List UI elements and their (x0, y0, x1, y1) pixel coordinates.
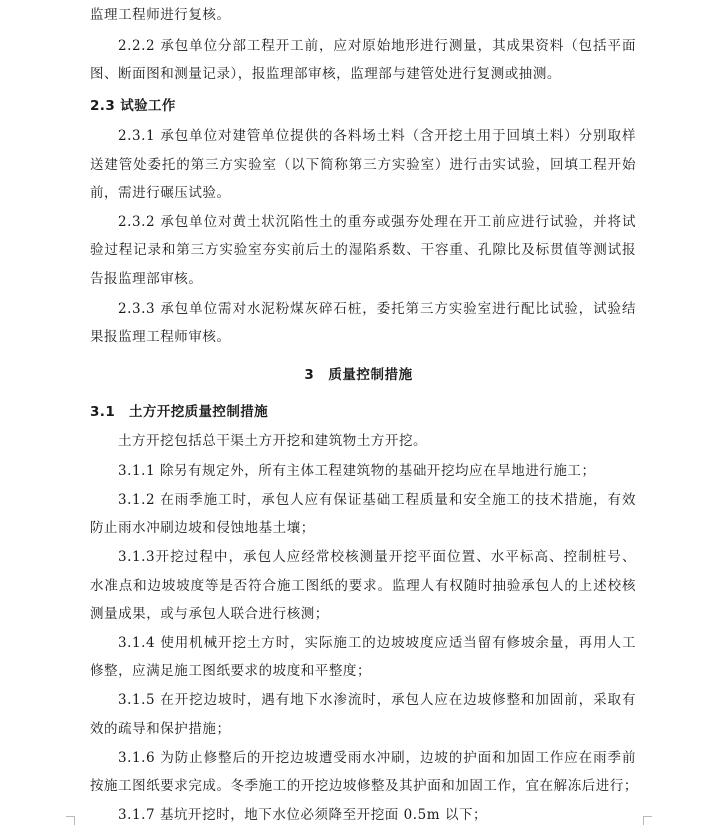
text-line: 2.3.3 承包单位需对水泥粉煤灰碎石桩，委托第三方实验室进行配比试验，试验结 (118, 301, 636, 317)
text-line: 2.3.2 承包单位对黄土状沉陷性土的重夯或强夯处理在开工前应进行试验，并将试 (118, 214, 636, 230)
text-line: 3.1.5 在开挖边坡时，遇有地下水渗流时，承包人应在边坡修整和加固前，采取有 (118, 692, 636, 708)
text-line: 2.3.1 承包单位对建管单位提供的各料场土料（含开挖土用于回填土料）分别取样 (118, 128, 636, 144)
text-line: 送建管处委托的第三方实验室（以下简称第三方实验室）进行击实试验，回填工程开始 (90, 157, 636, 173)
text-line: 3.1.4 使用机械开挖土方时，实际施工的边坡坡度应适当留有修坡余量，再用人工 (118, 635, 636, 651)
text-line: 图、断面图和测量记录），报监理部审核，监理部与建管处进行复测或抽测。 (90, 66, 561, 82)
text-line: 3.1.6 为防止修整后的开挖边坡遭受雨水冲刷，边坡的护面和加固工作应在雨季前 (118, 750, 636, 766)
text-line: 果报监理工程师审核。 (90, 329, 231, 345)
section-heading: 3.1 土方开挖质量控制措施 (90, 404, 269, 420)
text-line: 按施工图纸要求完成。冬季施工的开挖边坡修整及其护面和加固工作，宜在解冻后进行； (90, 778, 638, 794)
text-line: 防止雨水冲刷边坡和侵蚀地基土壤； (90, 520, 315, 536)
chapter-heading: 3 质量控制措施 (304, 367, 413, 383)
text-line: 告报监理部审核。 (90, 271, 203, 287)
text-line: 验过程记录和第三方实验室夯实前后土的湿陷系数、干容重、孔隙比及标贯值等测试报 (90, 242, 636, 258)
text-line: 测量成果，或与承包人联合进行核测； (90, 606, 329, 622)
section-heading: 2.3 试验工作 (90, 98, 176, 114)
margin-mark-left (66, 816, 75, 825)
text-line: 3.1.1 除另有规定外，所有主体工程建筑物的基础开挖均应在旱地进行施工； (118, 463, 596, 479)
text-line: 修整，应满足施工图纸要求的坡度和平整度； (90, 663, 371, 679)
text-line: 3.1.2 在雨季施工时，承包人应有保证基础工程质量和安全施工的技术措施，有效 (118, 492, 636, 508)
text-line: 效的疏导和保护措施； (90, 721, 231, 737)
text-line: 前，需进行碾压试验。 (90, 185, 231, 201)
text-line: 监理工程师进行复核。 (90, 7, 231, 23)
margin-mark-right (643, 816, 652, 825)
text-line: 土方开挖包括总干渠土方开挖和建筑物土方开挖。 (118, 433, 428, 449)
text-line: 3.1.3开挖过程中，承包人应经常校核测量开挖平面位置、水平标高、控制桩号、 (118, 549, 636, 565)
text-line: 3.1.7 基坑开挖时，地下水位必须降至开挖面 0.5m 以下； (118, 807, 488, 823)
text-line: 水准点和边坡坡度等是否符合施工图纸的要求。监理人有权随时抽验承包人的上述校核 (90, 578, 636, 594)
text-line: 2.2.2 承包单位分部工程开工前，应对原始地形进行测量，其成果资料（包括平面 (118, 38, 636, 54)
